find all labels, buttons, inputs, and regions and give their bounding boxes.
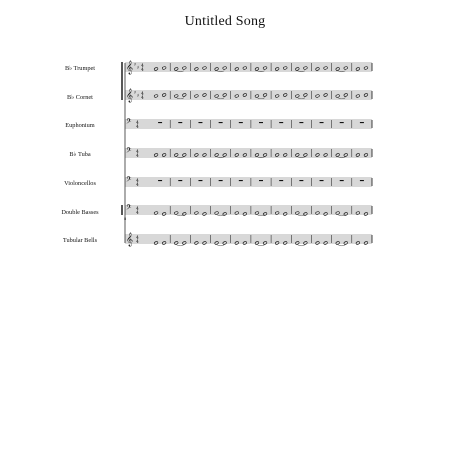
half-note-icon xyxy=(174,211,178,215)
treble-clef-icon: 𝄞 xyxy=(126,87,134,102)
half-note-icon xyxy=(315,211,319,215)
whole-rest-icon xyxy=(219,122,223,123)
staff-5 xyxy=(125,175,372,188)
half-note-icon xyxy=(255,94,259,98)
time-signature-bottom: 4 xyxy=(141,67,144,73)
time-signature-top: 4 xyxy=(136,149,139,155)
whole-rest-icon xyxy=(198,180,202,181)
whole-rest-icon xyxy=(259,180,263,181)
half-note-icon xyxy=(364,66,368,70)
half-note-icon xyxy=(303,66,307,70)
whole-rest-icon xyxy=(360,180,364,181)
sharp-icon: ♯ xyxy=(134,91,137,96)
time-signature-top: 4 xyxy=(141,63,144,69)
bass-clef-icon: 𝄢 xyxy=(126,118,132,129)
half-note-icon xyxy=(283,66,287,70)
tie-icon xyxy=(257,245,264,246)
half-note-icon xyxy=(356,94,360,98)
whole-rest-icon xyxy=(279,180,283,181)
tie-icon xyxy=(177,98,184,99)
whole-rest-icon xyxy=(158,122,162,123)
staff-4 xyxy=(125,146,372,159)
time-signature-top: 4 xyxy=(136,178,139,184)
time-signature-top: 4 xyxy=(141,91,144,97)
whole-rest-icon xyxy=(239,122,243,123)
half-note-icon xyxy=(263,66,267,70)
half-note-icon xyxy=(194,94,198,98)
tie-icon xyxy=(257,98,264,99)
half-note-icon xyxy=(335,94,339,98)
staff-label-trumpet: B♭ Trumpet xyxy=(64,65,96,72)
half-note-icon xyxy=(275,211,279,215)
time-signature-bottom: 4 xyxy=(136,239,139,245)
tie-icon xyxy=(338,245,345,246)
bass-clef-icon: 𝄢 xyxy=(126,176,132,187)
tie-icon xyxy=(217,98,224,99)
half-note-icon xyxy=(243,66,247,70)
octave-marking: 8 xyxy=(124,217,127,221)
treble-clef-icon: 𝄞 xyxy=(126,59,134,74)
half-note-icon xyxy=(335,211,339,215)
staff-label-violoncellos: Violoncellos xyxy=(64,180,96,187)
half-note-icon xyxy=(214,94,218,98)
staff-6 xyxy=(124,203,372,221)
time-signature-bottom: 4 xyxy=(136,182,139,188)
half-note-icon xyxy=(154,94,158,98)
whole-rest-icon xyxy=(299,180,303,181)
staff-2 xyxy=(125,88,372,102)
half-note-icon xyxy=(222,66,226,70)
half-note-icon xyxy=(295,211,299,215)
staff-7 xyxy=(125,232,372,246)
whole-rest-icon xyxy=(299,122,303,123)
half-note-icon xyxy=(154,211,158,215)
half-note-icon xyxy=(214,211,218,215)
bass-clef-icon: 𝄢 xyxy=(126,147,132,158)
time-signature-top: 4 xyxy=(136,206,139,212)
time-signature-top: 4 xyxy=(136,235,139,241)
tie-icon xyxy=(217,245,224,246)
half-note-icon xyxy=(202,66,206,70)
staff-3 xyxy=(125,117,372,130)
time-signature-top: 4 xyxy=(136,120,139,126)
whole-rest-icon xyxy=(239,180,243,181)
time-signature-bottom: 4 xyxy=(136,153,139,159)
whole-rest-icon xyxy=(340,180,344,181)
whole-rest-icon xyxy=(360,122,364,123)
staff-1 xyxy=(125,60,372,74)
tie-icon xyxy=(298,245,305,246)
whole-rest-icon xyxy=(178,122,182,123)
half-note-icon xyxy=(356,211,360,215)
half-note-icon xyxy=(162,66,166,70)
whole-rest-icon xyxy=(279,122,283,123)
staff-label-cornet: B♭ Cornet xyxy=(67,94,93,101)
half-note-icon xyxy=(235,211,239,215)
score-title: Untitled Song xyxy=(184,14,266,29)
sharp-icon: ♯ xyxy=(137,94,140,99)
treble-clef-icon: 𝄞 xyxy=(126,231,134,246)
staff-label-tubular-bells: Tubular Bells xyxy=(62,237,98,244)
sharp-icon: ♯ xyxy=(134,63,137,68)
staff-label-double-basses: Double Basses xyxy=(61,209,99,216)
half-note-icon xyxy=(194,211,198,215)
time-signature-bottom: 4 xyxy=(136,124,139,130)
time-signature-bottom: 4 xyxy=(136,210,139,216)
tie-icon xyxy=(177,245,184,246)
time-signature-bottom: 4 xyxy=(141,95,144,101)
half-note-icon xyxy=(182,66,186,70)
whole-rest-icon xyxy=(320,180,324,181)
half-note-icon xyxy=(323,66,327,70)
half-note-icon xyxy=(174,94,178,98)
whole-rest-icon xyxy=(320,122,324,123)
whole-rest-icon xyxy=(219,180,223,181)
whole-rest-icon xyxy=(340,122,344,123)
half-note-icon xyxy=(315,94,319,98)
tie-icon xyxy=(298,98,305,99)
tie-icon xyxy=(338,98,345,99)
half-note-icon xyxy=(275,94,279,98)
half-note-icon xyxy=(235,94,239,98)
staff-label-tuba: B♭ Tuba xyxy=(69,151,91,158)
staff-label-euphonium: Euphonium xyxy=(65,122,95,129)
whole-rest-icon xyxy=(178,180,182,181)
half-note-icon xyxy=(255,211,259,215)
bass-clef-icon: 𝄢 xyxy=(126,204,132,215)
whole-rest-icon xyxy=(259,122,263,123)
half-note-icon xyxy=(295,94,299,98)
half-note-icon xyxy=(344,66,348,70)
whole-rest-icon xyxy=(158,180,162,181)
sharp-icon: ♯ xyxy=(137,66,140,71)
whole-rest-icon xyxy=(198,122,202,123)
